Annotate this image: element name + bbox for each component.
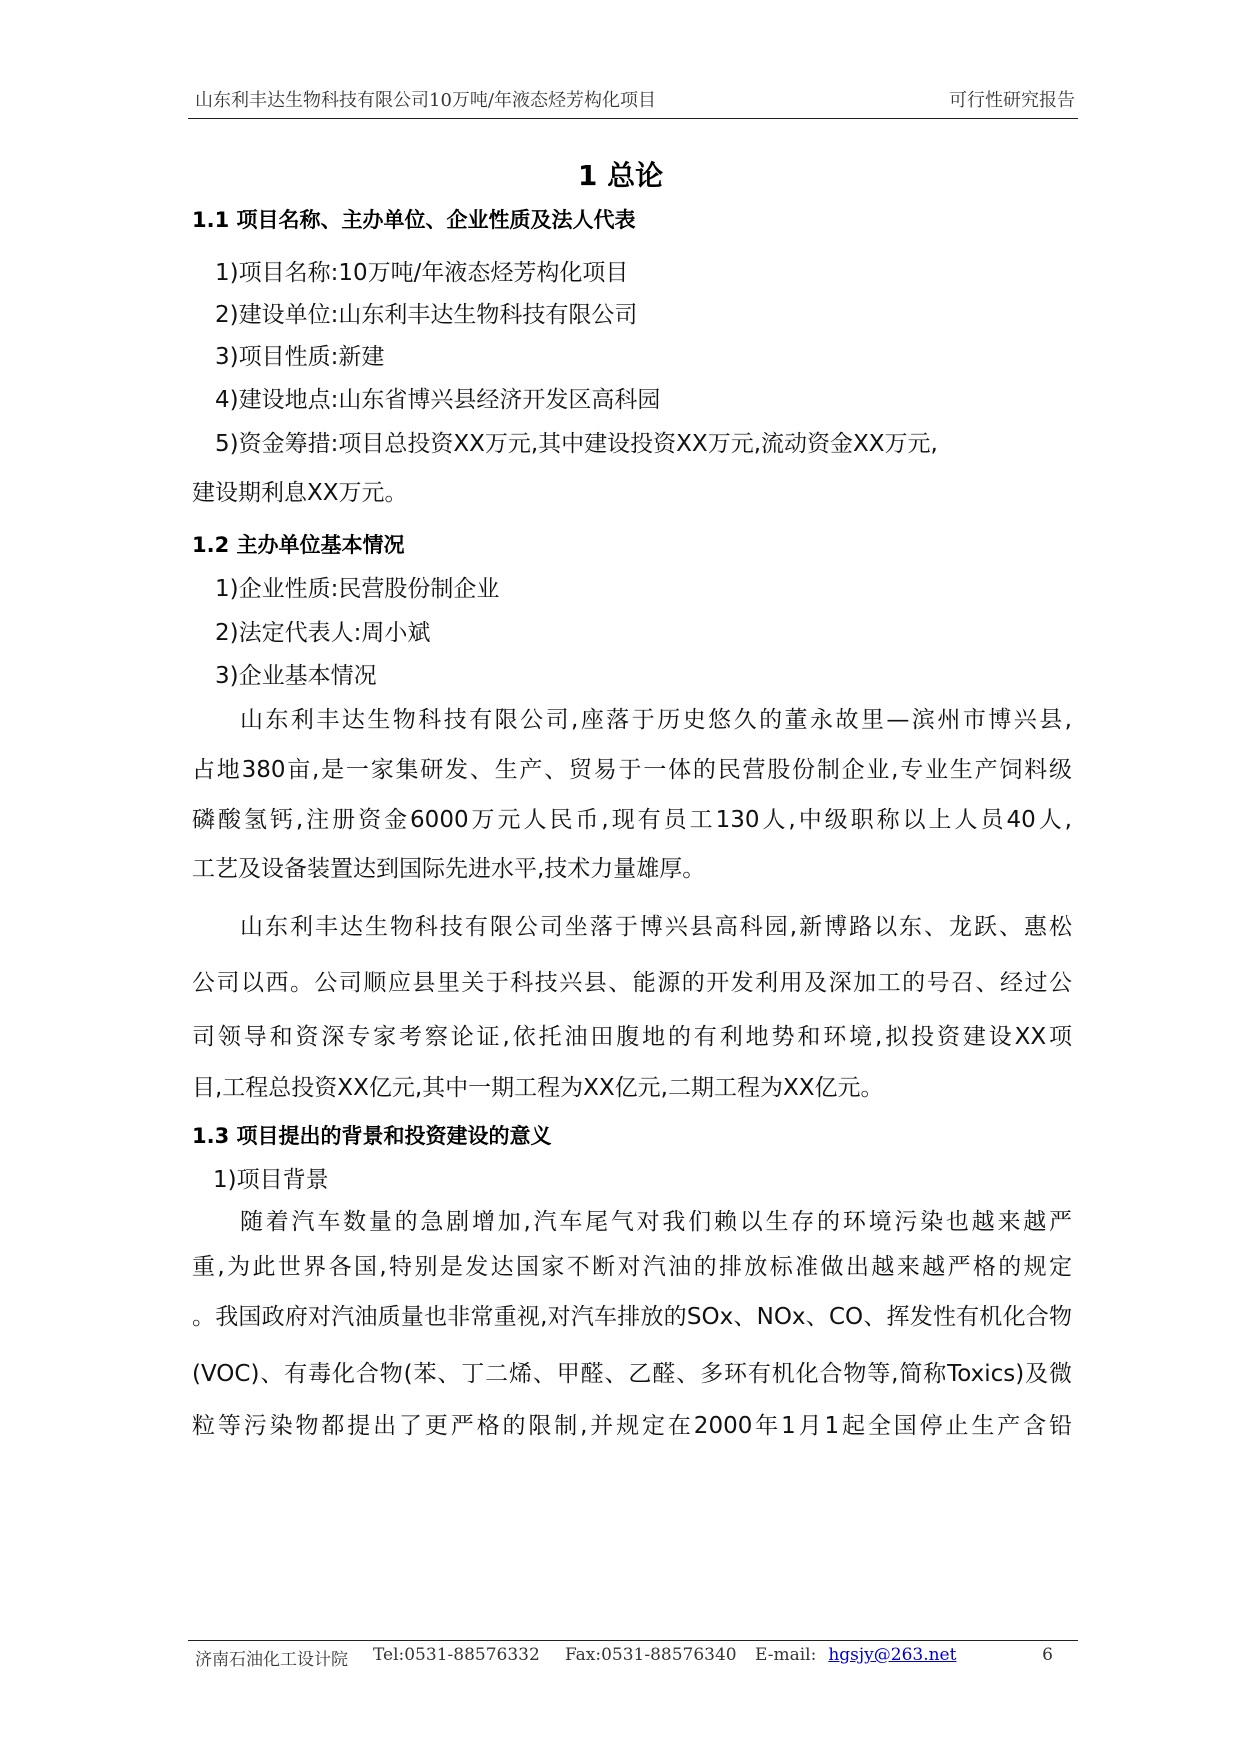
item-legal-rep: 2)法定代表人:周小斌 — [215, 620, 431, 646]
header-report-type: 可行性研究报告 — [949, 90, 1075, 111]
footer-divider — [188, 1640, 1078, 1641]
item-builder: 2)建设单位:山东利丰达生物科技有限公司 — [215, 302, 638, 328]
item-location: 4)建设地点:山东省博兴县经济开发区高科园 — [215, 387, 661, 413]
running-footer — [195, 1645, 1075, 1671]
paragraph-line: 随着汽车数量的急剧增加,汽车尾气对我们赖以生存的环境污染也越来越严 — [240, 1209, 1072, 1235]
paragraph-line: 重,为此世界各国,特别是发达国家不断对汽油的排放标准做出越来越严格的规定 — [192, 1254, 1072, 1280]
item-basic-info: 3)企业基本情况 — [215, 663, 377, 689]
paragraph-line: 山东利丰达生物科技有限公司坐落于博兴县高科园,新博路以东、龙跃、惠松 — [240, 914, 1072, 940]
paragraph-line: 粒等污染物都提出了更严格的限制,并规定在2000年1月1起全国停止生产含铅 — [192, 1413, 1072, 1439]
footer-email-label: E-mail: — [755, 1645, 817, 1665]
page-number: 6 — [1042, 1645, 1053, 1665]
running-header — [195, 86, 1075, 114]
item-funding-cont: 建设期利息XX万元。 — [192, 480, 408, 506]
paragraph-line: 。我国政府对汽油质量也非常重视,对汽车排放的SOx、NOx、CO、挥发性有机化合物 — [192, 1304, 1072, 1330]
paragraph-line: 磷酸氢钙,注册资金6000万元人民币,现有员工130人,中级职称以上人员40人, — [192, 807, 1072, 833]
paragraph-line: 目,工程总投资XX亿元,其中一期工程为XX亿元,二期工程为XX亿元。 — [192, 1075, 884, 1101]
paragraph-line: 司领导和资深专家考察论证,依托油田腹地的有利地势和环境,拟投资建设XX项 — [192, 1024, 1072, 1050]
footer-telephone: Tel:0531-88576332 — [373, 1645, 540, 1665]
item-project-background: 1)项目背景 — [213, 1167, 329, 1193]
paragraph-line: 工艺及设备装置达到国际先进水平,技术力量雄厚。 — [192, 856, 706, 882]
item-funding: 5)资金筹措:项目总投资XX万元,其中建设投资XX万元,流动资金XX万元, — [215, 431, 938, 457]
section-heading-1-2: 1.2 主办单位基本情况 — [192, 533, 405, 557]
footer-fax: Fax:0531-88576340 — [565, 1645, 737, 1665]
section-heading-1-1: 1.1 项目名称、主办单位、企业性质及法人代表 — [192, 208, 636, 232]
paragraph-line: 公司以西。公司顺应县里关于科技兴县、能源的开发利用及深加工的号召、经过公 — [192, 970, 1072, 996]
footer-email-link[interactable]: hgsjy@263.net — [828, 1645, 957, 1665]
paragraph-line: 山东利丰达生物科技有限公司,座落于历史悠久的董永故里—滨州市博兴县, — [240, 707, 1072, 733]
paragraph-line: 占地380亩,是一家集研发、生产、贸易于一体的民营股份制企业,专业生产饲料级 — [192, 757, 1072, 783]
header-project-title: 山东利丰达生物科技有限公司10万吨/年液态烃芳构化项目 — [195, 90, 656, 111]
item-project-name: 1)项目名称:10万吨/年液态烃芳构化项目 — [215, 260, 629, 286]
footer-email-block — [755, 1645, 956, 1665]
footer-organization: 济南石油化工设计院 — [195, 1650, 348, 1670]
paragraph-line: (VOC)、有毒化合物(苯、丁二烯、甲醛、乙醛、多环有机化合物等,简称Toxics)及微 — [192, 1361, 1072, 1387]
chapter-title: 1 总论 — [577, 159, 664, 192]
item-enterprise-nature: 1)企业性质:民营股份制企业 — [215, 576, 500, 602]
section-heading-1-3: 1.3 项目提出的背景和投资建设的意义 — [192, 1124, 552, 1148]
header-divider — [188, 118, 1078, 119]
item-project-nature: 3)项目性质:新建 — [215, 344, 385, 370]
